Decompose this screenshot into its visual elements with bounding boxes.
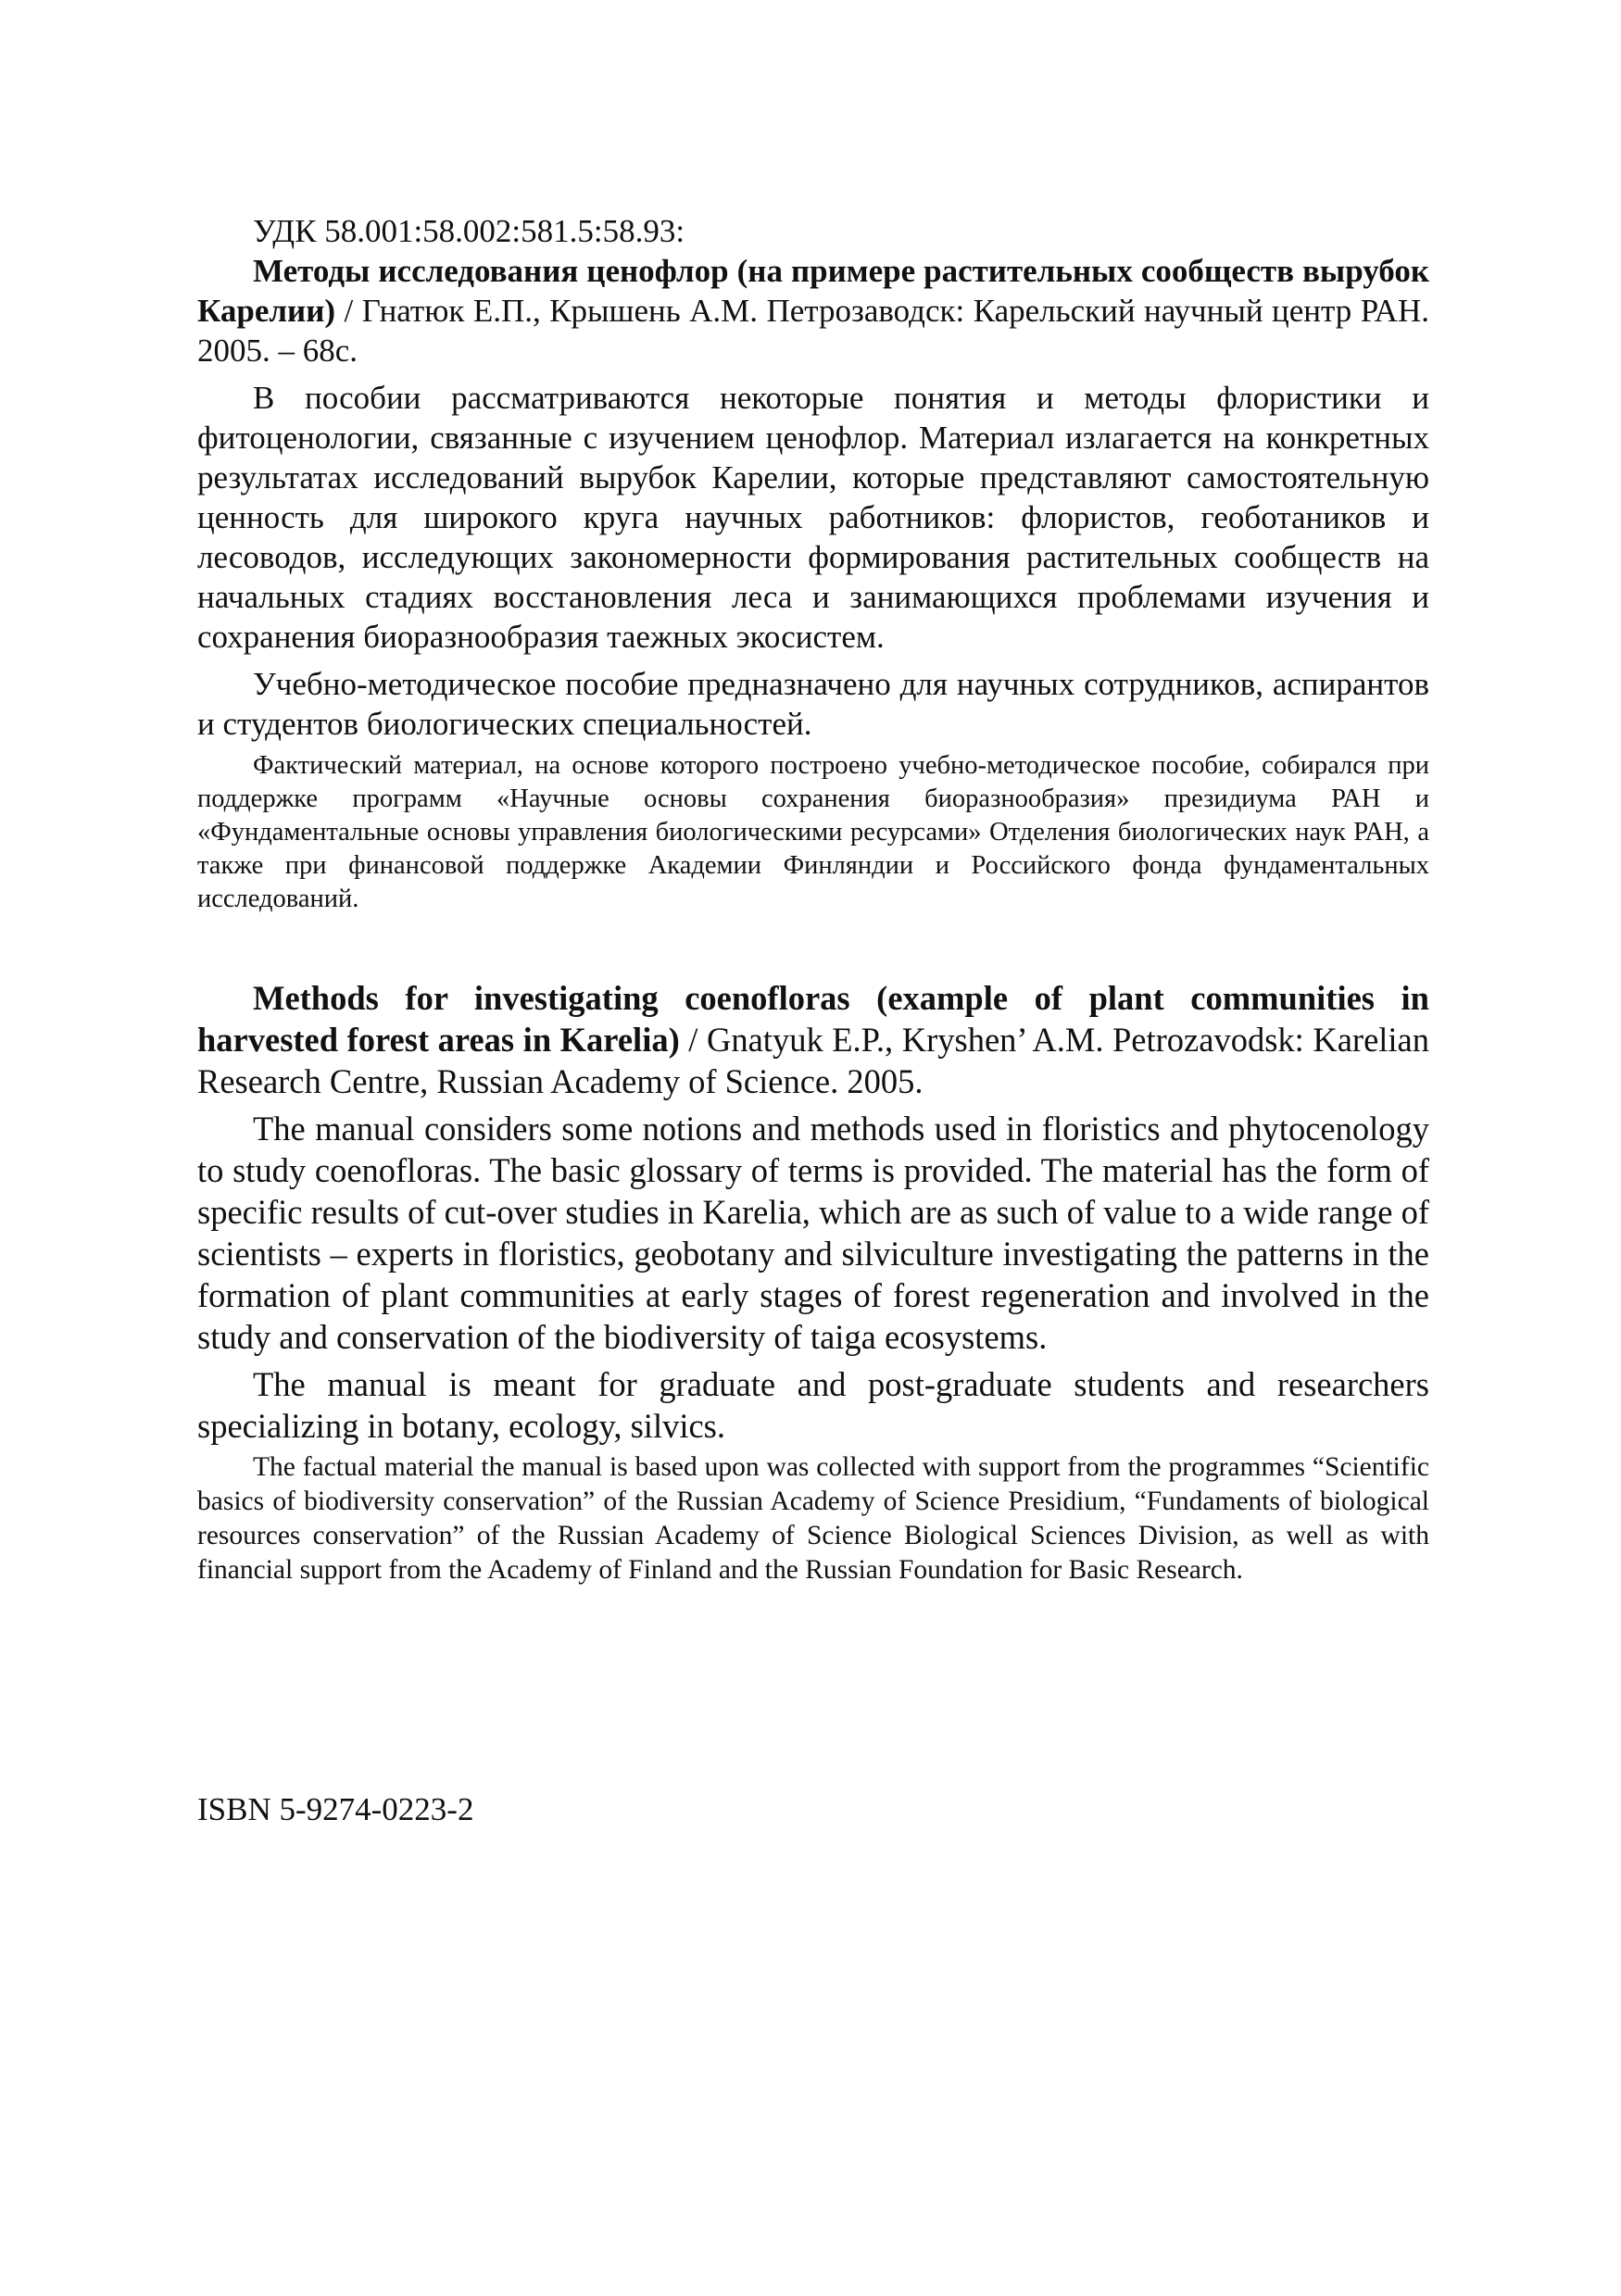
- document-body: [197, 211, 1429, 1587]
- en-audience: The manual is meant for graduate and post-graduate students and researchers specializing in botany, ecology, silvics.: [197, 1365, 1429, 1445]
- en-authors-publisher: / Gnatyuk E.P., Kryshen’ A.M. Petrozavodsk: Karelian Research Centre, Russian Academy of Science. 2005.: [197, 1021, 1429, 1100]
- udk-code: УДК 58.001:58.002:581.5:58.93:: [253, 213, 685, 249]
- en-funding-note: The factual material the manual is based upon was collected with support from the programmes “Scientific basics of biodiversity conservation” of the Russian Academy of Science Presidium, “Fundaments of biological resources conservation” of the Russian Academy of Science Biological Sciences Division, as well as with financial support from the Academy of Finland and the Russian Foundation for Basic Research.: [197, 1452, 1429, 1585]
- en-title: Methods for investigating coenofloras (example of plant communities in harvested forest areas in Karelia): [197, 979, 1429, 1059]
- ru-authors-publisher: / Гнатюк Е.П., Крышень А.М. Петрозаводск: Карельский научный центр РАН. 2005. – 68с.: [197, 293, 1429, 369]
- isbn: ISBN 5-9274-0223-2: [197, 1791, 474, 1827]
- ru-audience: Учебно-методическое пособие предназначено для научных сотрудников, аспирантов и студентов биологических специальностей.: [197, 666, 1429, 742]
- ru-citation: [197, 251, 1429, 370]
- ru-abstract: В пособии рассматриваются некоторые понятия и методы флористики и фитоценологии, связанные с изучением ценофлор. Материал излагается на конкретных результатах исследований вырубок Карелии, которые представляют самостоятельную ценность для широкого круга научных работников: флористов, геоботаников и лесоводов, исследующих закономерности формирования растительных сообществ на начальных стадиях восстановления леса и занимающихся проблемами изучения и сохранения биоразнообразия таежных экосистем.: [197, 380, 1429, 655]
- en-abstract: The manual considers some notions and methods used in floristics and phytocenology to study coenofloras. The basic glossary of terms is provided. The material has the form of specific results of cut-over studies in Karelia, which are as such of value to a wide range of scientists – experts in floristics, geobotany and silviculture investigating the patterns in the formation of plant communities at early stages of forest regeneration and involved in the study and conservation of the biodiversity of taiga ecosystems.: [197, 1110, 1429, 1356]
- ru-funding-note: Фактический материал, на основе которого построено учебно-методическое пособие, собирался при поддержке программ «Научные основы сохранения биоразнообразия» президиума РАН и «Фундаментальные основы управления биологическими ресурсами» Отделения биологических наук РАН, а также при финансовой поддержке Академии Финляндии и Российского фонда фундаментальных исследований.: [197, 751, 1429, 913]
- en-citation: [197, 977, 1429, 1102]
- ru-title: Методы исследования ценофлор (на примере растительных сообществ вырубок Карелии): [197, 253, 1429, 329]
